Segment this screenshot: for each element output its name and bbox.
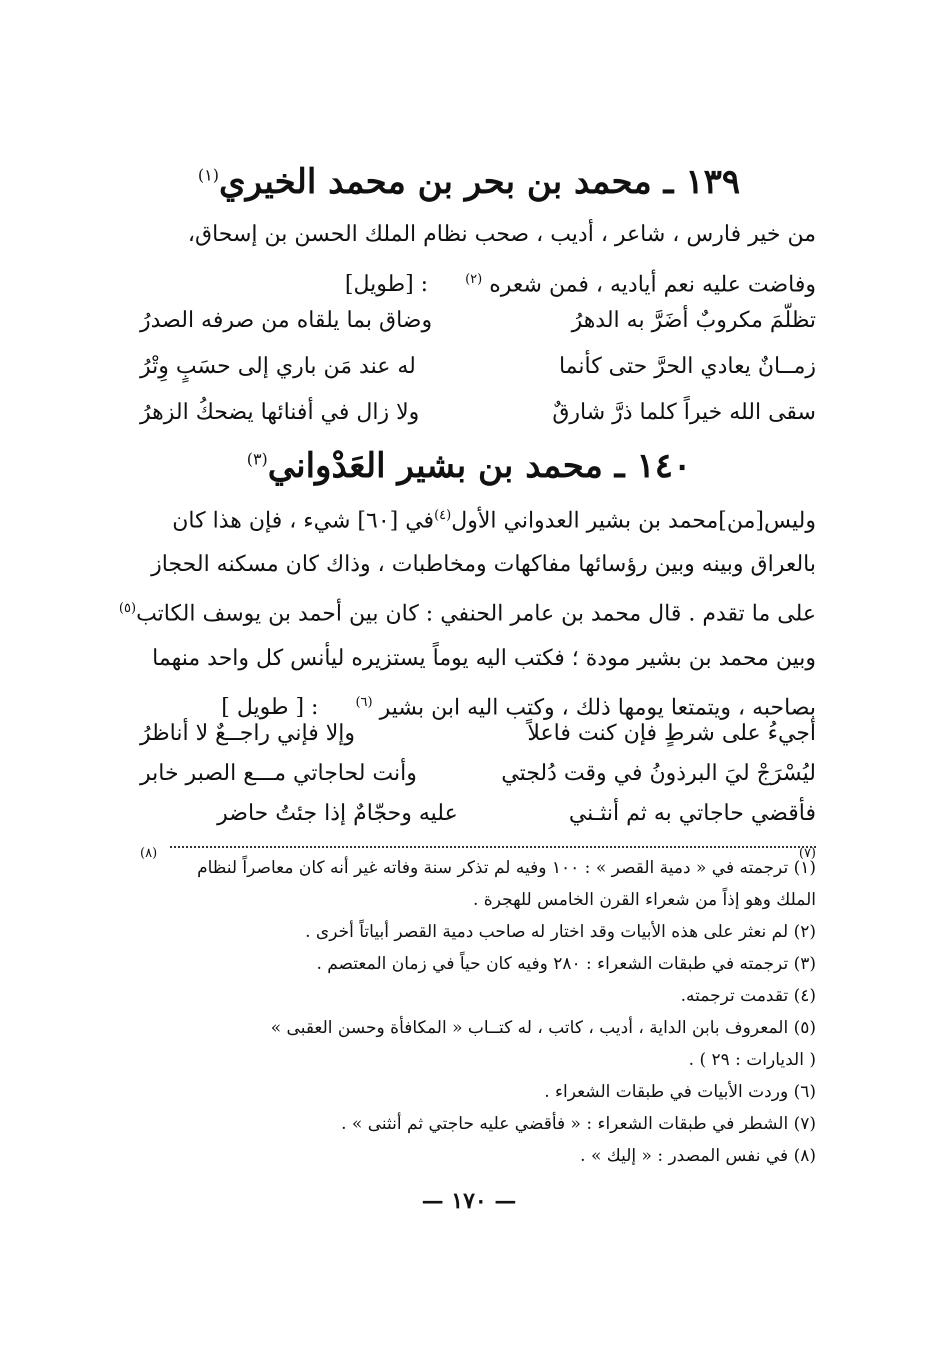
footnote-line: (٦) وردت الأبيات في طبقات الشعراء . bbox=[544, 1082, 816, 1102]
bio-text: وليس[من]محمد بن بشير العدواني الأول bbox=[451, 508, 816, 534]
footnote-ref-1: (١) bbox=[197, 165, 219, 185]
hemistich-first: ليُسْرَجْ ليَ البرذونُ في وقت دُلجتي bbox=[501, 761, 816, 786]
footnote-line: (٥) المعروف بابن الداية ، أديب ، كاتب ، له كتــاب « المكافأة وحسن العقبى » bbox=[270, 1018, 816, 1038]
footnotes bbox=[110, 852, 816, 1172]
verse-line bbox=[140, 390, 816, 436]
hemistich-first: سقى الله خيراً كلما ذرَّ شارقٌ bbox=[552, 400, 816, 425]
bio-line bbox=[110, 587, 816, 636]
hemistich-first: زمــانٌ يعادي الحرَّ حتى كأنما bbox=[558, 354, 816, 379]
bio-text: وفاضت عليه نعم أياديه ، فمن شعره bbox=[489, 272, 816, 298]
entry-139-poem bbox=[140, 298, 816, 436]
meter-label: : [طويل] bbox=[344, 272, 429, 298]
page-number: — ١٧٠ — bbox=[421, 1188, 517, 1214]
bio-text: على ما تقدم . قال محمد بن عامر الحنفي : كان بين أحمد بن يوسف الكاتب bbox=[136, 601, 816, 627]
footnote-ref-3: (٣) bbox=[246, 449, 268, 469]
hemistich-text: عليه وحجّامٌ إذا جئتُ حاضر bbox=[217, 801, 458, 826]
footnote-line: (٤) تقدمت ترجمته. bbox=[680, 986, 816, 1006]
hemistich-second: وضاق بما يلقاه من صرفه الصدرُ bbox=[140, 308, 433, 333]
bio-text: في [٦٠] شيء ، فإن هذا كان bbox=[172, 508, 435, 534]
footnote-line: ( الديارات : ٢٩ ) . bbox=[688, 1050, 816, 1070]
bio-line: وبين محمد بن بشير مودة ؛ فكتب اليه يوماً يستزيره ليأنس كل واحد منهما bbox=[152, 645, 816, 671]
hemistich-second: وإلا فإني راجــعٌ لا أناظرُ bbox=[140, 721, 356, 746]
hemistich-text: فأقضي حاجاتي به ثم أنثـني bbox=[568, 801, 816, 826]
verse-line bbox=[140, 714, 816, 754]
meter-label: : [ طويل ] bbox=[221, 694, 319, 720]
verse-line bbox=[140, 298, 816, 344]
entry-140-title: ١٤٠ ـ محمد بن بشير العَدْواني bbox=[267, 446, 692, 486]
hemistich-second: له عند مَن باري إلى حسَبٍ وِتْرُ bbox=[140, 354, 416, 379]
bio-line bbox=[110, 494, 816, 543]
hemistich-second: ولا زال في أفنائها يضحكُ الزهرُ bbox=[140, 400, 420, 425]
verse-line bbox=[140, 754, 816, 794]
footnote-ref-6: (٦) bbox=[355, 694, 373, 710]
footnote-line: (٣) ترجمته في طبقات الشعراء : ٢٨٠ وفيه كان حياً في زمان المعتصم . bbox=[316, 954, 816, 974]
footnote-ref-7: (٧) bbox=[798, 846, 816, 861]
footnote-ref-2: (٢) bbox=[465, 272, 483, 287]
footnote-line: (٢) لم نعثر على هذه الأبيات وقد اختار له صاحب دمية القصر أبياتاً أخرى . bbox=[305, 922, 816, 942]
bio-text: بصاحبه ، ويتمتعا يومها ذلك ، وكتب اليه ابن بشير bbox=[379, 694, 816, 720]
footnote-line: (٨) في نفس المصدر : « إليك » . bbox=[580, 1146, 816, 1166]
bio-line: من خير فارس ، شاعر ، أديب ، صحب نظام الملك الحسن بن إسحاق، bbox=[187, 222, 816, 247]
hemistich-second: وأنت لحاجاتي مـــع الصبر خابر bbox=[140, 761, 417, 786]
entry-140-bio bbox=[110, 494, 816, 730]
footnote-separator bbox=[170, 846, 816, 848]
entry-139-title: ١٣٩ ـ محمد بن بحر بن محمد الخيري bbox=[218, 162, 741, 202]
footnote-ref-8: (٨) bbox=[140, 846, 158, 861]
footnote-line: (١) ترجمته في « دمية القصر » : ١٠٠ وفيه لم تذكر سنة وفاته غير أنه كان معاصراً لنظام bbox=[197, 858, 816, 878]
footnote-line: الملك وهو إذاً من شعراء القرن الخامس للهجرة . bbox=[473, 890, 816, 910]
hemistich-first: تظلّمَ مكروبٌ أضَرَّ به الدهرُ bbox=[571, 308, 816, 333]
entry-140-heading bbox=[120, 446, 818, 486]
footnote-line: (٧) الشطر في طبقات الشعراء : « فأقضي عليه حاجتي ثم أنثنى » . bbox=[341, 1114, 816, 1134]
entry-139-bio bbox=[110, 212, 816, 307]
entry-139-heading bbox=[120, 162, 818, 202]
hemistich-first: أجيءُ على شرطٍ فإن كنت فاعلاً bbox=[527, 721, 816, 746]
footnote-ref-5: (٥) bbox=[118, 601, 137, 617]
verse-line bbox=[140, 344, 816, 390]
bio-line: بالعراق وبينه وبين رؤسائها مفاكهات ومخاطبات ، وذاك كان مسكنه الحجاز bbox=[151, 552, 816, 578]
footnote-ref-4: (٤) bbox=[434, 508, 452, 523]
